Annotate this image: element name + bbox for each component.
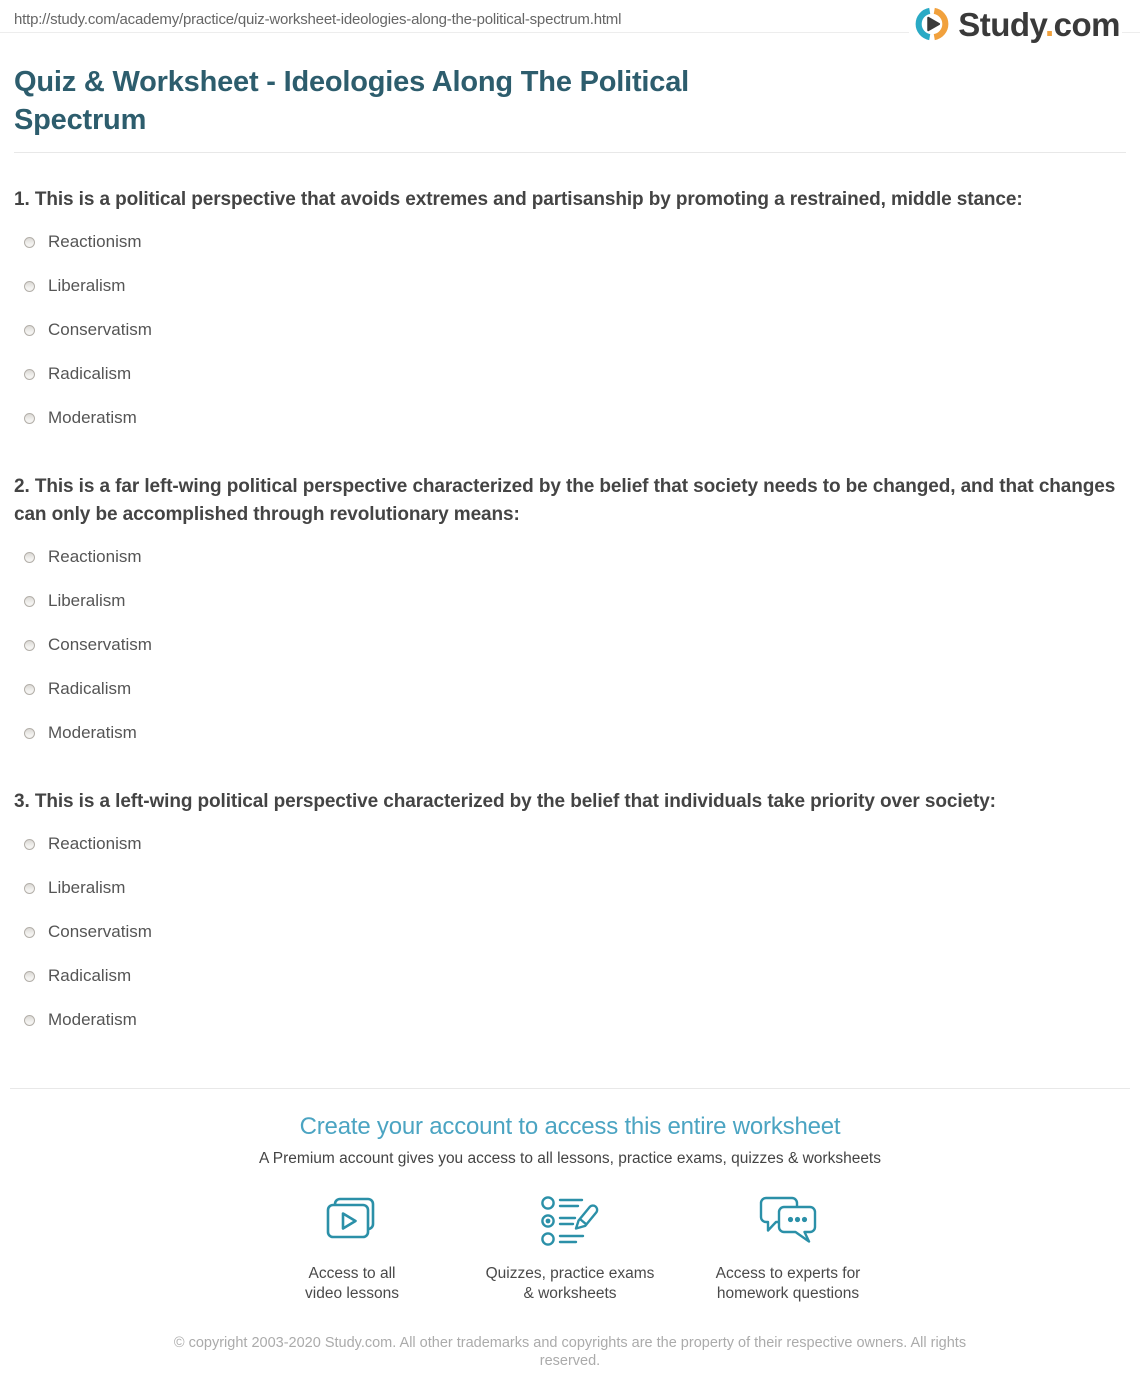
question-3	[14, 788, 1126, 1042]
feature-label: Access to all video lessons	[305, 1265, 399, 1302]
answer-option-label: Radicalism	[48, 364, 132, 383]
answer-option[interactable]	[14, 220, 1126, 264]
answer-option-label: Conservatism	[48, 635, 152, 654]
feature-label: Access to experts for homework questions	[715, 1265, 861, 1302]
feature-list	[0, 1194, 1140, 1304]
page-title: Quiz & Worksheet - Ideologies Along The Political Spectrum	[14, 66, 689, 136]
radio-button[interactable]	[24, 640, 35, 651]
feature-homework-experts	[679, 1194, 897, 1304]
radio-button[interactable]	[24, 413, 35, 424]
studycom-logo-text: Study.com	[958, 5, 1120, 43]
answer-option[interactable]	[14, 623, 1126, 667]
print-header	[0, 0, 1140, 43]
question-1-options	[14, 220, 1126, 440]
radio-button[interactable]	[24, 684, 35, 695]
answer-option[interactable]	[14, 998, 1126, 1042]
question-2	[14, 473, 1126, 755]
radio-button[interactable]	[24, 883, 35, 894]
answer-option[interactable]	[14, 396, 1126, 440]
answer-option[interactable]	[14, 711, 1126, 755]
question-2-options	[14, 535, 1126, 755]
feature-label: Quizzes, practice exams & worksheets	[485, 1265, 655, 1302]
feature-quizzes-worksheets	[461, 1194, 679, 1304]
radio-button[interactable]	[24, 1015, 35, 1026]
question-1-text: 1. This is a political perspective that avoids extremes and partisanship by promoting a restrained, middle stance:	[14, 189, 1023, 210]
quiz-questions	[0, 186, 1140, 1042]
title-divider	[14, 152, 1126, 153]
answer-option-label: Moderatism	[48, 408, 137, 427]
cta-section	[0, 1089, 1140, 1304]
create-account-link[interactable]: Create your account to access this entire worksheet	[299, 1113, 841, 1140]
answer-option-label: Conservatism	[48, 922, 152, 941]
radio-button[interactable]	[24, 839, 35, 850]
answer-option[interactable]	[14, 264, 1126, 308]
studycom-logo	[909, 5, 1122, 45]
question-3-text: 3. This is a left-wing political perspective characterized by the belief that individuals take priority over society:	[14, 791, 996, 812]
answer-option[interactable]	[14, 910, 1126, 954]
answer-option-label: Radicalism	[48, 966, 132, 985]
answer-option[interactable]	[14, 822, 1126, 866]
answer-option-label: Liberalism	[48, 878, 126, 897]
answer-option[interactable]	[14, 954, 1126, 998]
answer-option-label: Conservatism	[48, 320, 152, 339]
radio-button[interactable]	[24, 728, 35, 739]
radio-button[interactable]	[24, 552, 35, 563]
quizzes-worksheets-icon	[539, 1194, 601, 1248]
radio-button[interactable]	[24, 369, 35, 380]
question-2-text: 2. This is a far left-wing political perspective characterized by the belief that society needs to be changed, and that changes can only be accomplished through revolutionary means:	[14, 476, 1116, 525]
answer-option-label: Liberalism	[48, 591, 126, 610]
studycom-logo-icon	[913, 5, 951, 43]
answer-option-label: Moderatism	[48, 723, 137, 742]
logo-dot: .	[1044, 5, 1054, 43]
radio-button[interactable]	[24, 596, 35, 607]
question-3-options	[14, 822, 1126, 1042]
premium-account-subtitle: A Premium account gives you access to all lessons, practice exams, quizzes & worksheets	[259, 1150, 881, 1167]
answer-option-label: Reactionism	[48, 232, 142, 251]
answer-option-label: Liberalism	[48, 276, 126, 295]
answer-option[interactable]	[14, 579, 1126, 623]
radio-button[interactable]	[24, 281, 35, 292]
answer-option[interactable]	[14, 667, 1126, 711]
radio-button[interactable]	[24, 237, 35, 248]
radio-button[interactable]	[24, 927, 35, 938]
answer-option[interactable]	[14, 866, 1126, 910]
answer-option-label: Radicalism	[48, 679, 132, 698]
radio-button[interactable]	[24, 325, 35, 336]
video-lessons-icon	[322, 1194, 382, 1248]
answer-option-label: Moderatism	[48, 1010, 137, 1029]
answer-option[interactable]	[14, 535, 1126, 579]
answer-option[interactable]	[14, 352, 1126, 396]
page-url: http://study.com/academy/practice/quiz-worksheet-ideologies-along-the-political-spectrum.html	[14, 11, 622, 28]
answer-option-label: Reactionism	[48, 834, 142, 853]
chat-experts-icon	[757, 1194, 819, 1248]
question-1	[14, 186, 1126, 440]
answer-option-label: Reactionism	[48, 547, 142, 566]
answer-option[interactable]	[14, 308, 1126, 352]
feature-video-lessons	[243, 1194, 461, 1304]
copyright-notice: © copyright 2003-2020 Study.com. All other trademarks and copyrights are the property of their respective owners. All rights reserved.	[173, 1335, 967, 1369]
radio-button[interactable]	[24, 971, 35, 982]
